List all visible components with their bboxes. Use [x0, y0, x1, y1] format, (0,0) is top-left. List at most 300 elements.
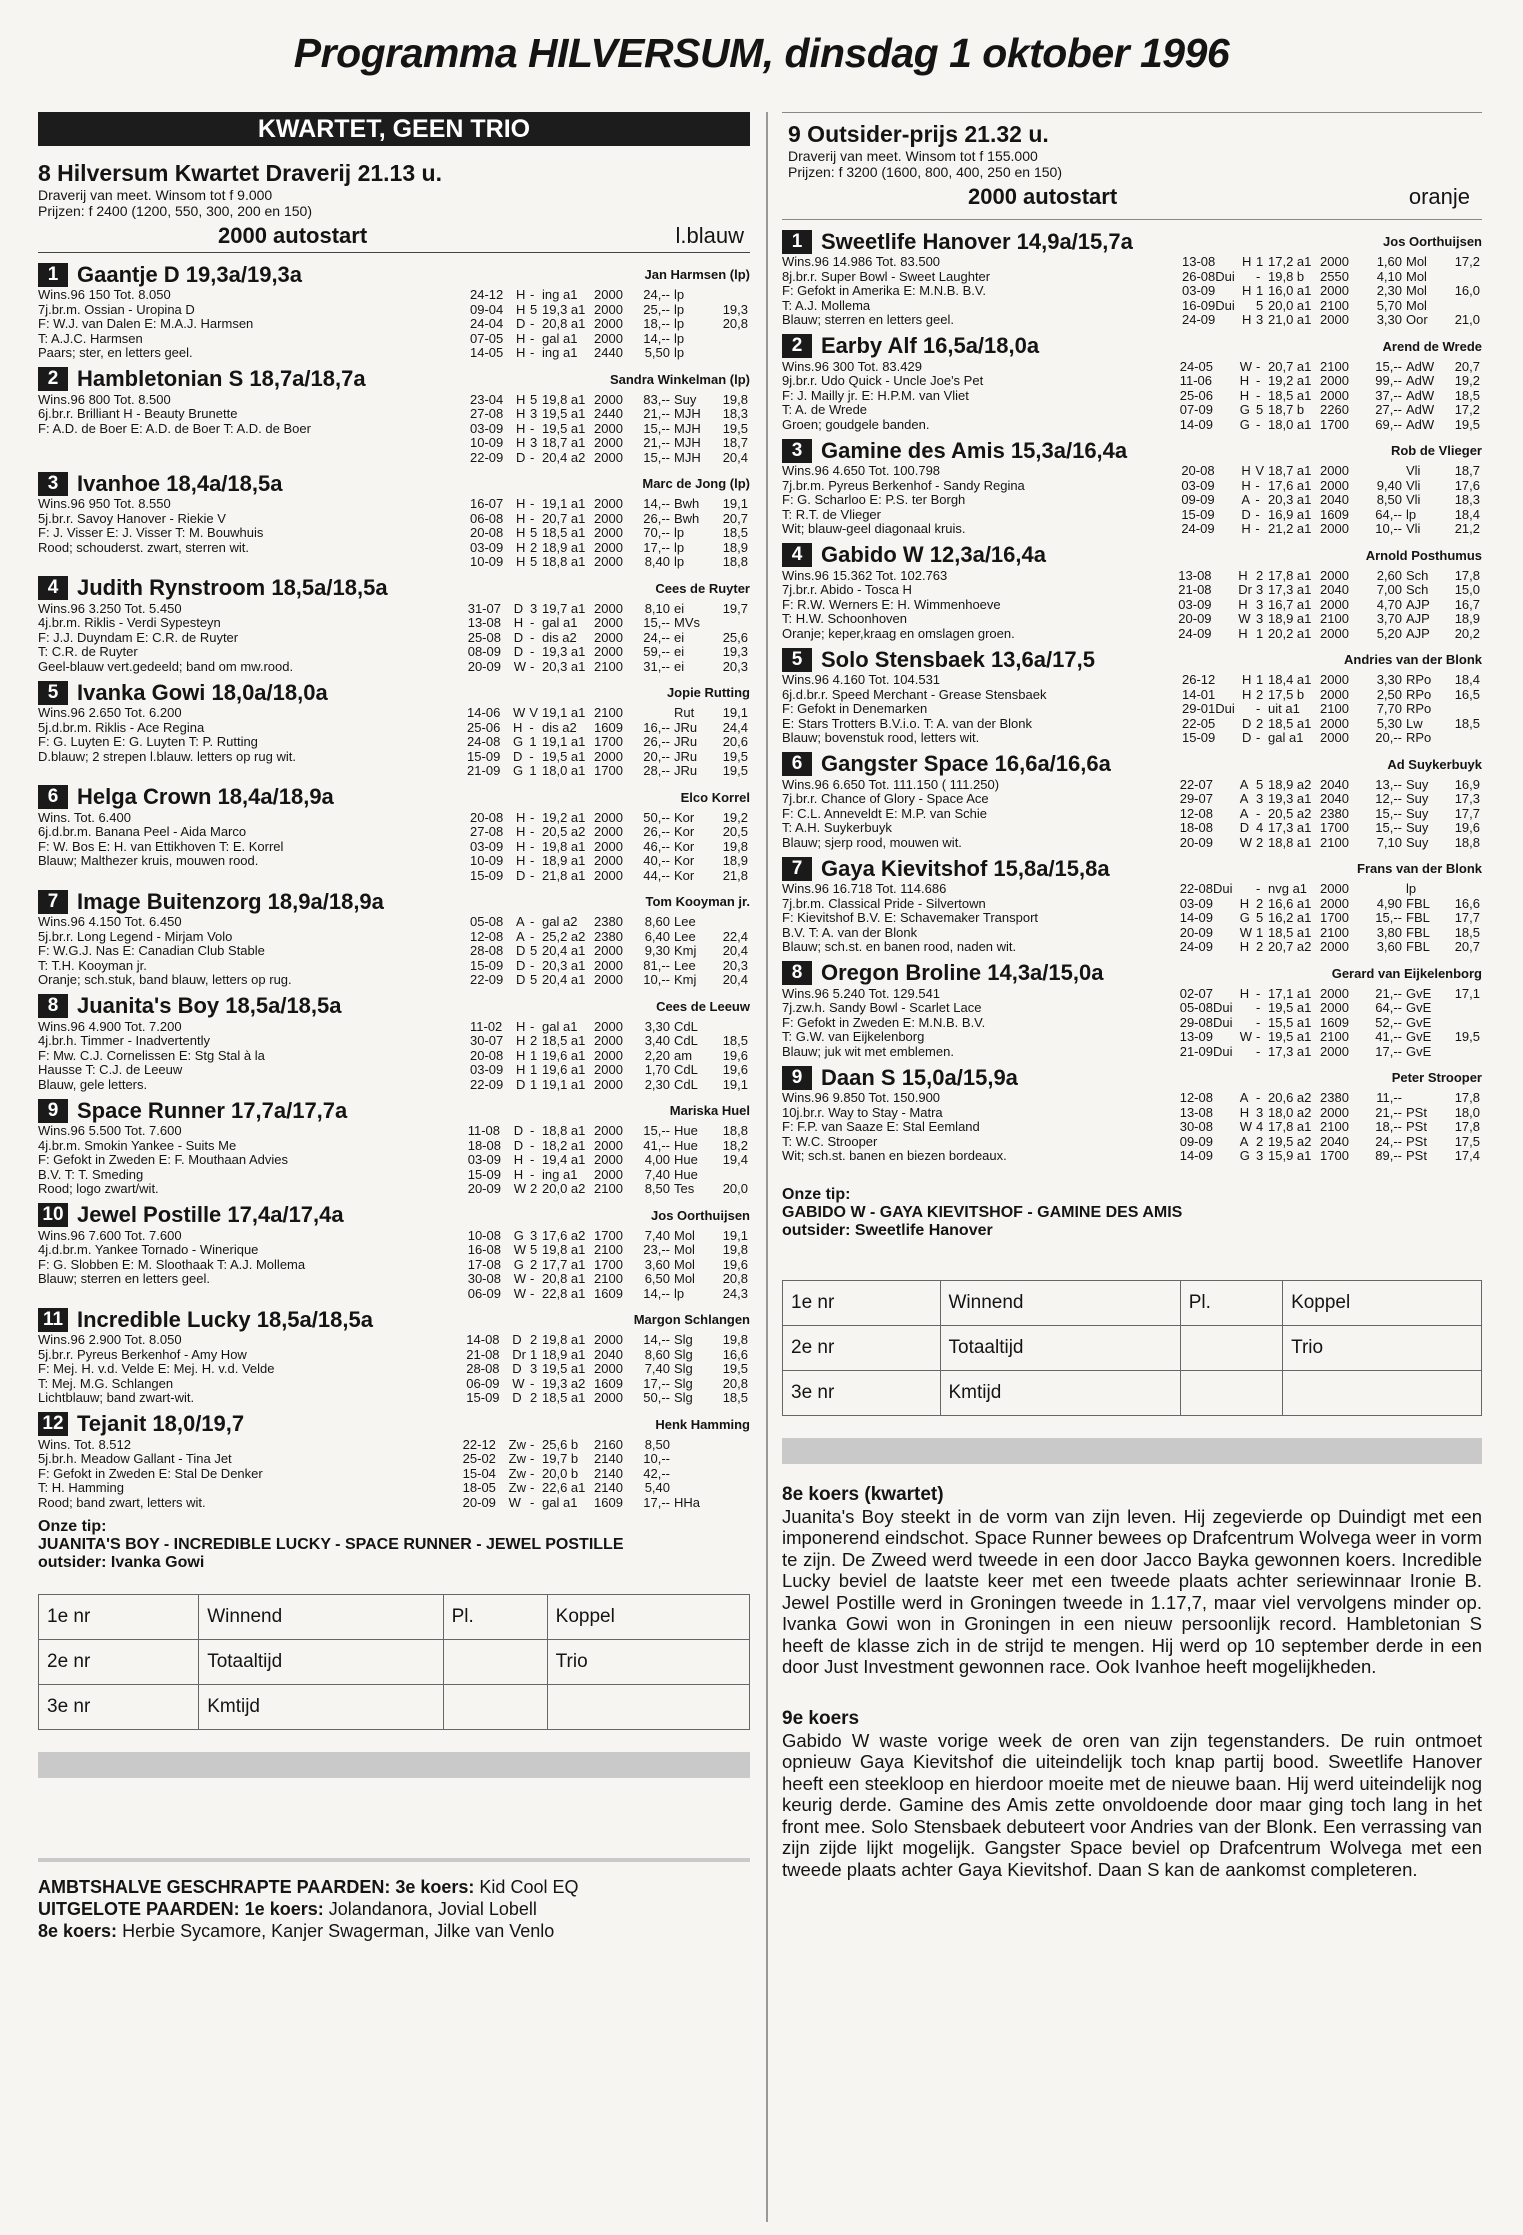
result-value: W	[513, 705, 526, 720]
result-value: D	[513, 644, 524, 659]
horse-driver: Elco Korrel	[680, 789, 750, 805]
horse-header	[38, 888, 750, 915]
result-row	[465, 750, 750, 765]
result-value: 1700	[1320, 910, 1349, 925]
horse-info-line: Groen; goudgele banden.	[782, 416, 930, 432]
result-value: A	[1239, 1090, 1249, 1105]
horse-entry	[38, 1097, 750, 1197]
result-value: 29-01Dui	[1182, 701, 1235, 716]
result-value: 03-09	[1182, 283, 1216, 298]
result-value: 03-09	[1178, 596, 1212, 612]
result-row	[468, 1034, 750, 1049]
result-value: 15-09	[470, 867, 504, 883]
result-value: 29-07	[1179, 791, 1213, 806]
horse-info-line: F: A.D. de Boer E: A.D. de Boer T: A.D. de Boer	[38, 420, 311, 436]
result-value: D	[516, 957, 526, 973]
horse-number: 5	[782, 648, 812, 672]
result-value: 2000	[594, 1018, 623, 1034]
result-value: 7,40	[644, 1166, 670, 1182]
result-value: 18,--	[643, 316, 670, 331]
result-cell: Totaaltijd	[940, 1325, 1180, 1370]
result-value: 26,--	[643, 824, 670, 839]
result-row	[468, 973, 750, 988]
result-row	[1178, 926, 1482, 941]
result-value: H	[1238, 567, 1248, 583]
result-value: 19,2 a1	[542, 809, 586, 825]
scratched-value: Herbie Sycamore, Kanjer Swagerman, Jilke van Venlo	[122, 1921, 555, 1941]
race-tip	[782, 1186, 1482, 1240]
horse-info-line: F: C.L. Anneveldt E: M.P. van Schie	[782, 805, 987, 821]
result-row	[468, 854, 750, 869]
recent-results	[468, 393, 750, 466]
horse-entry	[782, 855, 1482, 955]
result-value: ing a1	[542, 287, 578, 302]
horse-number: 1	[782, 230, 812, 254]
result-value: Bwh	[674, 496, 700, 511]
result-value: 13-08	[1178, 567, 1212, 583]
horse-info-line: 4j.br.m. Riklis - Verdi Sypesteyn	[38, 615, 221, 630]
result-value: 3	[1256, 611, 1264, 626]
result-value: 18,0 a1	[1268, 416, 1312, 432]
tip-label: Onze tip:	[38, 1518, 107, 1535]
result-value: W	[513, 658, 526, 674]
result-value: 2000	[1320, 715, 1349, 731]
result-value	[712, 1496, 750, 1511]
result-value	[1444, 731, 1482, 746]
horse-number: 7	[782, 857, 812, 881]
horse-info-line: Geel-blauw vert.gedeeld; band om mw.rood.	[38, 658, 294, 674]
result-value: H	[1242, 686, 1252, 702]
race-distance-bar	[38, 219, 750, 253]
result-value: RPo	[1406, 672, 1432, 687]
result-value: D	[513, 629, 524, 645]
horse-info-line: T: W.C. Strooper	[782, 1133, 878, 1149]
result-value: V	[529, 705, 538, 720]
result-row	[1176, 612, 1482, 627]
result-value: 1	[1256, 625, 1264, 641]
result-value: H	[516, 345, 526, 360]
result-value: AJP	[1406, 625, 1430, 641]
result-value: 18,8	[722, 1123, 748, 1138]
horse-info-line: 7j.br.m. Ossian - Uropina D	[38, 301, 195, 317]
result-value: 5	[1256, 297, 1264, 313]
horse-header	[38, 679, 750, 706]
result-value: 1	[530, 1346, 538, 1362]
horse-number: 10	[38, 1203, 68, 1227]
result-value: 21,8 a1	[542, 867, 586, 883]
result-value: 17,1 a1	[1268, 985, 1312, 1001]
result-value: 2000	[594, 629, 623, 645]
result-value: W	[513, 1242, 526, 1257]
result-value: Sch	[1406, 582, 1429, 597]
result-value: H	[1239, 939, 1250, 954]
result-value: 19,8	[722, 1242, 748, 1257]
horse-info-line: Wins.96 4.900 Tot. 7.200	[38, 1018, 182, 1034]
result-value: 18-08	[467, 1137, 501, 1153]
horse-header	[782, 1064, 1482, 1091]
result-row	[1178, 792, 1482, 807]
result-row	[1178, 911, 1482, 926]
result-value	[712, 1020, 750, 1035]
horse-info	[782, 464, 1025, 537]
result-value: GvE	[1406, 1014, 1432, 1030]
result-value: ei	[674, 644, 685, 659]
result-value: 21-09	[467, 763, 501, 778]
result-value: 18,5	[1454, 924, 1480, 940]
result-value: W	[1239, 358, 1252, 374]
result-value: 18,7 a1	[1268, 463, 1312, 478]
horse-name: Gangster Space 16,6a/16,6a	[821, 751, 1111, 776]
horse-driver: Cees de Leeuw	[656, 998, 750, 1014]
result-value: -	[1256, 881, 1261, 896]
result-value: 1	[530, 1062, 538, 1077]
horse-info-line: 7j.br.r. Abido - Tosca H	[782, 582, 912, 597]
result-value: 2000	[1320, 1043, 1349, 1059]
horse-driver: Mariska Huel	[669, 1103, 750, 1118]
result-row	[468, 332, 750, 347]
result-value: 17,2	[1454, 402, 1480, 417]
horse-info-line: 7j.br.m. Pyreus Berkenhof - Sandy Regina	[782, 477, 1025, 493]
result-value: MJH	[674, 449, 701, 465]
result-value: D	[513, 1137, 524, 1153]
result-value: Hue	[674, 1152, 698, 1167]
result-value: 19,8 a1	[542, 1242, 586, 1257]
result-value: 2100	[1320, 1119, 1349, 1134]
result-value: 89,--	[1375, 1148, 1402, 1163]
result-value: 2000	[594, 1062, 623, 1077]
result-value: Mol	[1406, 254, 1427, 269]
result-value: 25-08	[467, 629, 501, 645]
result-value: 20-09	[467, 1181, 501, 1196]
result-row	[1180, 313, 1482, 328]
result-value: -	[530, 1271, 535, 1286]
result-value: 2000	[594, 1152, 623, 1167]
result-value: 22-05	[1182, 715, 1216, 731]
result-value: 5	[530, 943, 538, 958]
result-row	[465, 735, 750, 750]
result-value: 2,30	[1376, 283, 1402, 298]
result-value: 2000	[1320, 1000, 1349, 1015]
result-value: AdW	[1406, 416, 1435, 432]
result-value: Hue	[674, 1137, 698, 1153]
result-value: 24-12	[470, 287, 504, 302]
horse-info-line: Wins.96 7.600 Tot. 7.600	[38, 1227, 182, 1243]
result-value: 19,7	[722, 600, 748, 616]
result-value: 1,60	[1376, 254, 1402, 269]
result-value: 20,7 a1	[542, 510, 586, 526]
result-cell	[443, 1685, 547, 1730]
result-value: 03-09	[1181, 477, 1215, 493]
result-value: 2,60	[1376, 567, 1402, 583]
horse-info	[782, 987, 985, 1060]
result-value: ei	[674, 600, 685, 616]
result-value: -	[530, 345, 535, 360]
recent-results	[468, 497, 750, 570]
result-value: 18,9 a1	[1268, 611, 1312, 626]
result-value: 19,1	[722, 1076, 748, 1092]
result-value: 2000	[594, 1390, 623, 1405]
result-value: Sch	[1406, 567, 1429, 583]
result-row	[461, 1438, 750, 1453]
result-value: lp	[674, 345, 685, 360]
result-value: 16,0	[1454, 283, 1480, 298]
result-value: 25,6 b	[542, 1436, 579, 1452]
result-value: 18,3	[722, 406, 748, 421]
result-value: 2	[1256, 715, 1264, 731]
result-value: 19,8 a1	[542, 1332, 586, 1347]
result-value: -	[1255, 506, 1260, 522]
result-value: 18,4 a1	[1268, 672, 1312, 687]
result-value: H	[513, 1152, 524, 1167]
result-value: 2140	[594, 1465, 623, 1481]
result-row	[461, 1452, 750, 1467]
horse-name: Ivanhoe 18,4a/18,5a	[77, 470, 283, 496]
result-value: 17,2 a1	[1268, 254, 1312, 269]
result-value: 21,--	[643, 435, 670, 450]
scratched-value: Jolandanora, Jovial Lobell	[328, 1899, 537, 1919]
result-value: gal a1	[542, 1494, 578, 1510]
result-value: am	[674, 1047, 693, 1063]
horse-header	[38, 1097, 750, 1124]
result-value: 30-08	[467, 1271, 501, 1286]
result-value: 03-09	[470, 1062, 504, 1077]
result-value: H	[516, 496, 526, 511]
result-value: Tes	[674, 1181, 695, 1196]
result-value: H	[1239, 895, 1250, 911]
horse-info	[38, 1333, 275, 1406]
result-value: FBL	[1406, 924, 1430, 940]
horse-number: 1	[38, 263, 68, 287]
result-value: 15,--	[643, 615, 670, 630]
result-value: 07-09	[1179, 402, 1213, 417]
result-value: 14,--	[643, 496, 670, 511]
recent-results	[468, 811, 750, 884]
result-value: 2000	[594, 853, 623, 868]
result-value: D	[512, 1332, 522, 1347]
result-value: 31,--	[643, 658, 670, 674]
result-value: Mol	[1406, 268, 1427, 284]
result-row	[464, 1348, 750, 1363]
result-value: 18,5 a1	[1268, 715, 1312, 731]
result-value: 13-08	[467, 615, 501, 630]
result-value: 5	[530, 301, 538, 317]
result-row	[1178, 778, 1482, 793]
result-value: H	[516, 853, 526, 868]
result-row	[1178, 1045, 1482, 1060]
result-row	[468, 393, 750, 408]
horse-name: Helga Crown 18,4a/18,9a	[77, 784, 334, 809]
result-row	[1178, 1001, 1482, 1016]
result-value: 20,4 a2	[542, 449, 586, 465]
result-value: -	[530, 449, 535, 465]
result-value: AdW	[1406, 387, 1435, 403]
result-row	[1178, 807, 1482, 822]
result-value: 20,0 b	[542, 1465, 579, 1481]
result-value: 2000	[594, 943, 623, 958]
horse-driver: Andries van der Blonk	[1344, 652, 1482, 667]
result-value	[672, 1452, 712, 1467]
horse-info-line: 8j.br.r. Super Bowl - Sweet Laughter	[782, 268, 991, 284]
result-value: D	[512, 1361, 522, 1376]
result-value: PSt	[1406, 1119, 1427, 1134]
result-value: 2000	[594, 554, 623, 569]
result-value: -	[1256, 387, 1261, 403]
result-value: 22-12	[462, 1436, 496, 1452]
result-value: 17,6	[1454, 477, 1480, 493]
result-value: 2000	[1320, 686, 1349, 702]
result-row	[468, 1063, 750, 1078]
horse-name: Sweetlife Hanover 14,9a/15,7a	[821, 228, 1133, 254]
result-value: H	[1241, 477, 1251, 493]
result-value: 2000	[594, 867, 623, 883]
result-value: H	[516, 539, 526, 555]
result-value: -	[530, 496, 535, 511]
result-value: 19,2	[722, 809, 748, 825]
result-value: FBL	[1406, 895, 1430, 911]
result-value: 2	[530, 1256, 538, 1272]
result-value: RPo	[1406, 730, 1432, 745]
result-value: 24-04	[470, 316, 504, 331]
result-value: Bwh	[674, 510, 700, 526]
result-value: 8,60	[644, 914, 670, 929]
horse-header	[782, 960, 1482, 987]
grey-bar	[38, 1752, 750, 1778]
result-value: 22-08Dui	[1179, 881, 1233, 896]
result-value: G	[513, 1227, 524, 1243]
result-value: 64,--	[1375, 1000, 1402, 1015]
result-value: 20,0 a2	[542, 1181, 586, 1196]
result-row	[466, 1272, 750, 1287]
result-value: H	[513, 719, 523, 735]
horse-info-line: Wins.96 2.650 Tot. 6.200	[38, 705, 182, 720]
result-value: 2040	[1320, 791, 1349, 806]
result-value: 7,10	[1376, 834, 1402, 850]
result-value: Slg	[674, 1361, 693, 1376]
result-value: 20-09	[1179, 924, 1213, 940]
result-value: dis a2	[542, 719, 577, 735]
result-value: 19,1 a1	[542, 734, 586, 749]
result-value: 09-04	[470, 301, 504, 317]
result-row	[466, 1124, 750, 1139]
result-value: 25-06	[467, 719, 501, 735]
result-value: 25,2 a2	[542, 928, 586, 944]
result-value: H	[516, 1047, 526, 1063]
result-value: -	[530, 1137, 535, 1153]
result-value: 16,0 a1	[1268, 283, 1312, 298]
horse-info-line: Wins.96 300 Tot. 83.429	[782, 358, 922, 374]
result-value: GvE	[1406, 985, 1432, 1001]
result-row	[1178, 1106, 1482, 1121]
horse-info-line: Blauw; sjerp rood, mouwen wit.	[782, 834, 962, 850]
horse-info-line: Blauw; sterren en letters geel.	[38, 1271, 210, 1286]
result-value: 7,00	[1376, 582, 1402, 597]
result-value: A	[1239, 791, 1249, 806]
result-value: 1	[530, 1076, 538, 1092]
result-value	[1444, 882, 1482, 897]
result-value: 17,--	[643, 1494, 670, 1510]
result-value: Vli	[1406, 492, 1421, 507]
result-value: 5	[530, 525, 538, 540]
result-value: 8,10	[644, 600, 670, 616]
result-value: 5,40	[644, 1480, 670, 1495]
result-value: 42,--	[643, 1465, 670, 1481]
result-value: 18,9	[722, 853, 748, 868]
result-value: Dr	[512, 1346, 526, 1362]
result-box	[782, 1280, 1482, 1416]
horse-info-line: F: G. Luyten E: G. Luyten T: P. Rutting	[38, 734, 258, 749]
result-value: 19,5 a2	[1268, 1133, 1312, 1149]
result-value: 99,--	[1375, 373, 1402, 388]
result-value: 14-09	[1179, 1148, 1213, 1163]
result-value: 13-08	[1179, 1104, 1213, 1120]
result-value: 26-08Dui	[1182, 268, 1235, 284]
result-value: 19,3 a1	[542, 644, 586, 659]
horse-info-line: 5j.br.r. Long Legend - Mirjam Volo	[38, 928, 233, 944]
horse-name: Gabido W 12,3a/16,4a	[821, 542, 1046, 567]
result-value: Hue	[674, 1123, 698, 1138]
result-row	[461, 1467, 750, 1482]
horse-list	[782, 228, 1482, 1164]
result-value: H	[516, 1062, 526, 1077]
horse-info	[782, 882, 1038, 955]
result-value: 2380	[594, 914, 623, 929]
result-value: 19,5 a1	[542, 406, 586, 421]
result-value: 5,50	[644, 345, 670, 360]
result-value: -	[1256, 416, 1261, 432]
result-row	[466, 1153, 750, 1168]
result-value: HHa	[674, 1494, 701, 1510]
result-value: 18,8	[1454, 834, 1480, 850]
result-value: 18,5 a1	[542, 1033, 586, 1048]
result-value: 2000	[594, 615, 623, 630]
result-value: 5	[530, 972, 538, 987]
horse-info-line: F: Mej. H. v.d. Velde E: Mej. H. v.d. Velde	[38, 1361, 275, 1376]
result-value: D	[516, 316, 526, 331]
result-value: ing a1	[542, 345, 578, 360]
horse-info-line: F: J. Mailly jr. E: H.P.M. van Vliet	[782, 387, 969, 403]
horse-name: Gamine des Amis 15,3a/16,4a	[821, 437, 1128, 463]
result-value: uit a1	[1268, 701, 1300, 716]
result-value: 16,9	[1454, 776, 1480, 792]
result-value: 14-08	[466, 1332, 500, 1347]
result-value: -	[1255, 492, 1260, 507]
result-value: 69,--	[1375, 416, 1402, 432]
result-value: 19,1	[722, 705, 748, 720]
horse-driver: Jos Oorthuijsen	[1383, 234, 1482, 249]
result-value: D	[516, 449, 526, 465]
result-value: Dr	[1238, 582, 1252, 597]
result-value: 17,8 a1	[1268, 567, 1312, 583]
tip-label: Onze tip:	[782, 1185, 851, 1203]
result-value: 19,2 a1	[1268, 373, 1312, 388]
result-value: 2000	[594, 287, 623, 302]
result-value	[712, 1452, 750, 1467]
horse-header	[38, 1306, 750, 1333]
horse-entry	[782, 542, 1482, 642]
horse-info-line: F: J.J. Duyndam E: C.R. de Ruyter	[38, 629, 239, 645]
result-value: 81,--	[643, 957, 670, 973]
result-value: 1700	[594, 1256, 623, 1272]
result-value: Kor	[674, 809, 695, 825]
page-title: Programma HILVERSUM, dinsdag 1 oktober 1996	[293, 30, 1230, 76]
result-value: 1609	[594, 1375, 623, 1391]
result-value: 18,5 a1	[542, 1390, 586, 1405]
result-value: 3	[1256, 596, 1264, 612]
result-value: 1700	[1320, 820, 1349, 835]
result-value: 15,5 a1	[1268, 1014, 1312, 1030]
result-value: D	[513, 600, 524, 616]
result-value: 18,5	[1454, 387, 1480, 403]
